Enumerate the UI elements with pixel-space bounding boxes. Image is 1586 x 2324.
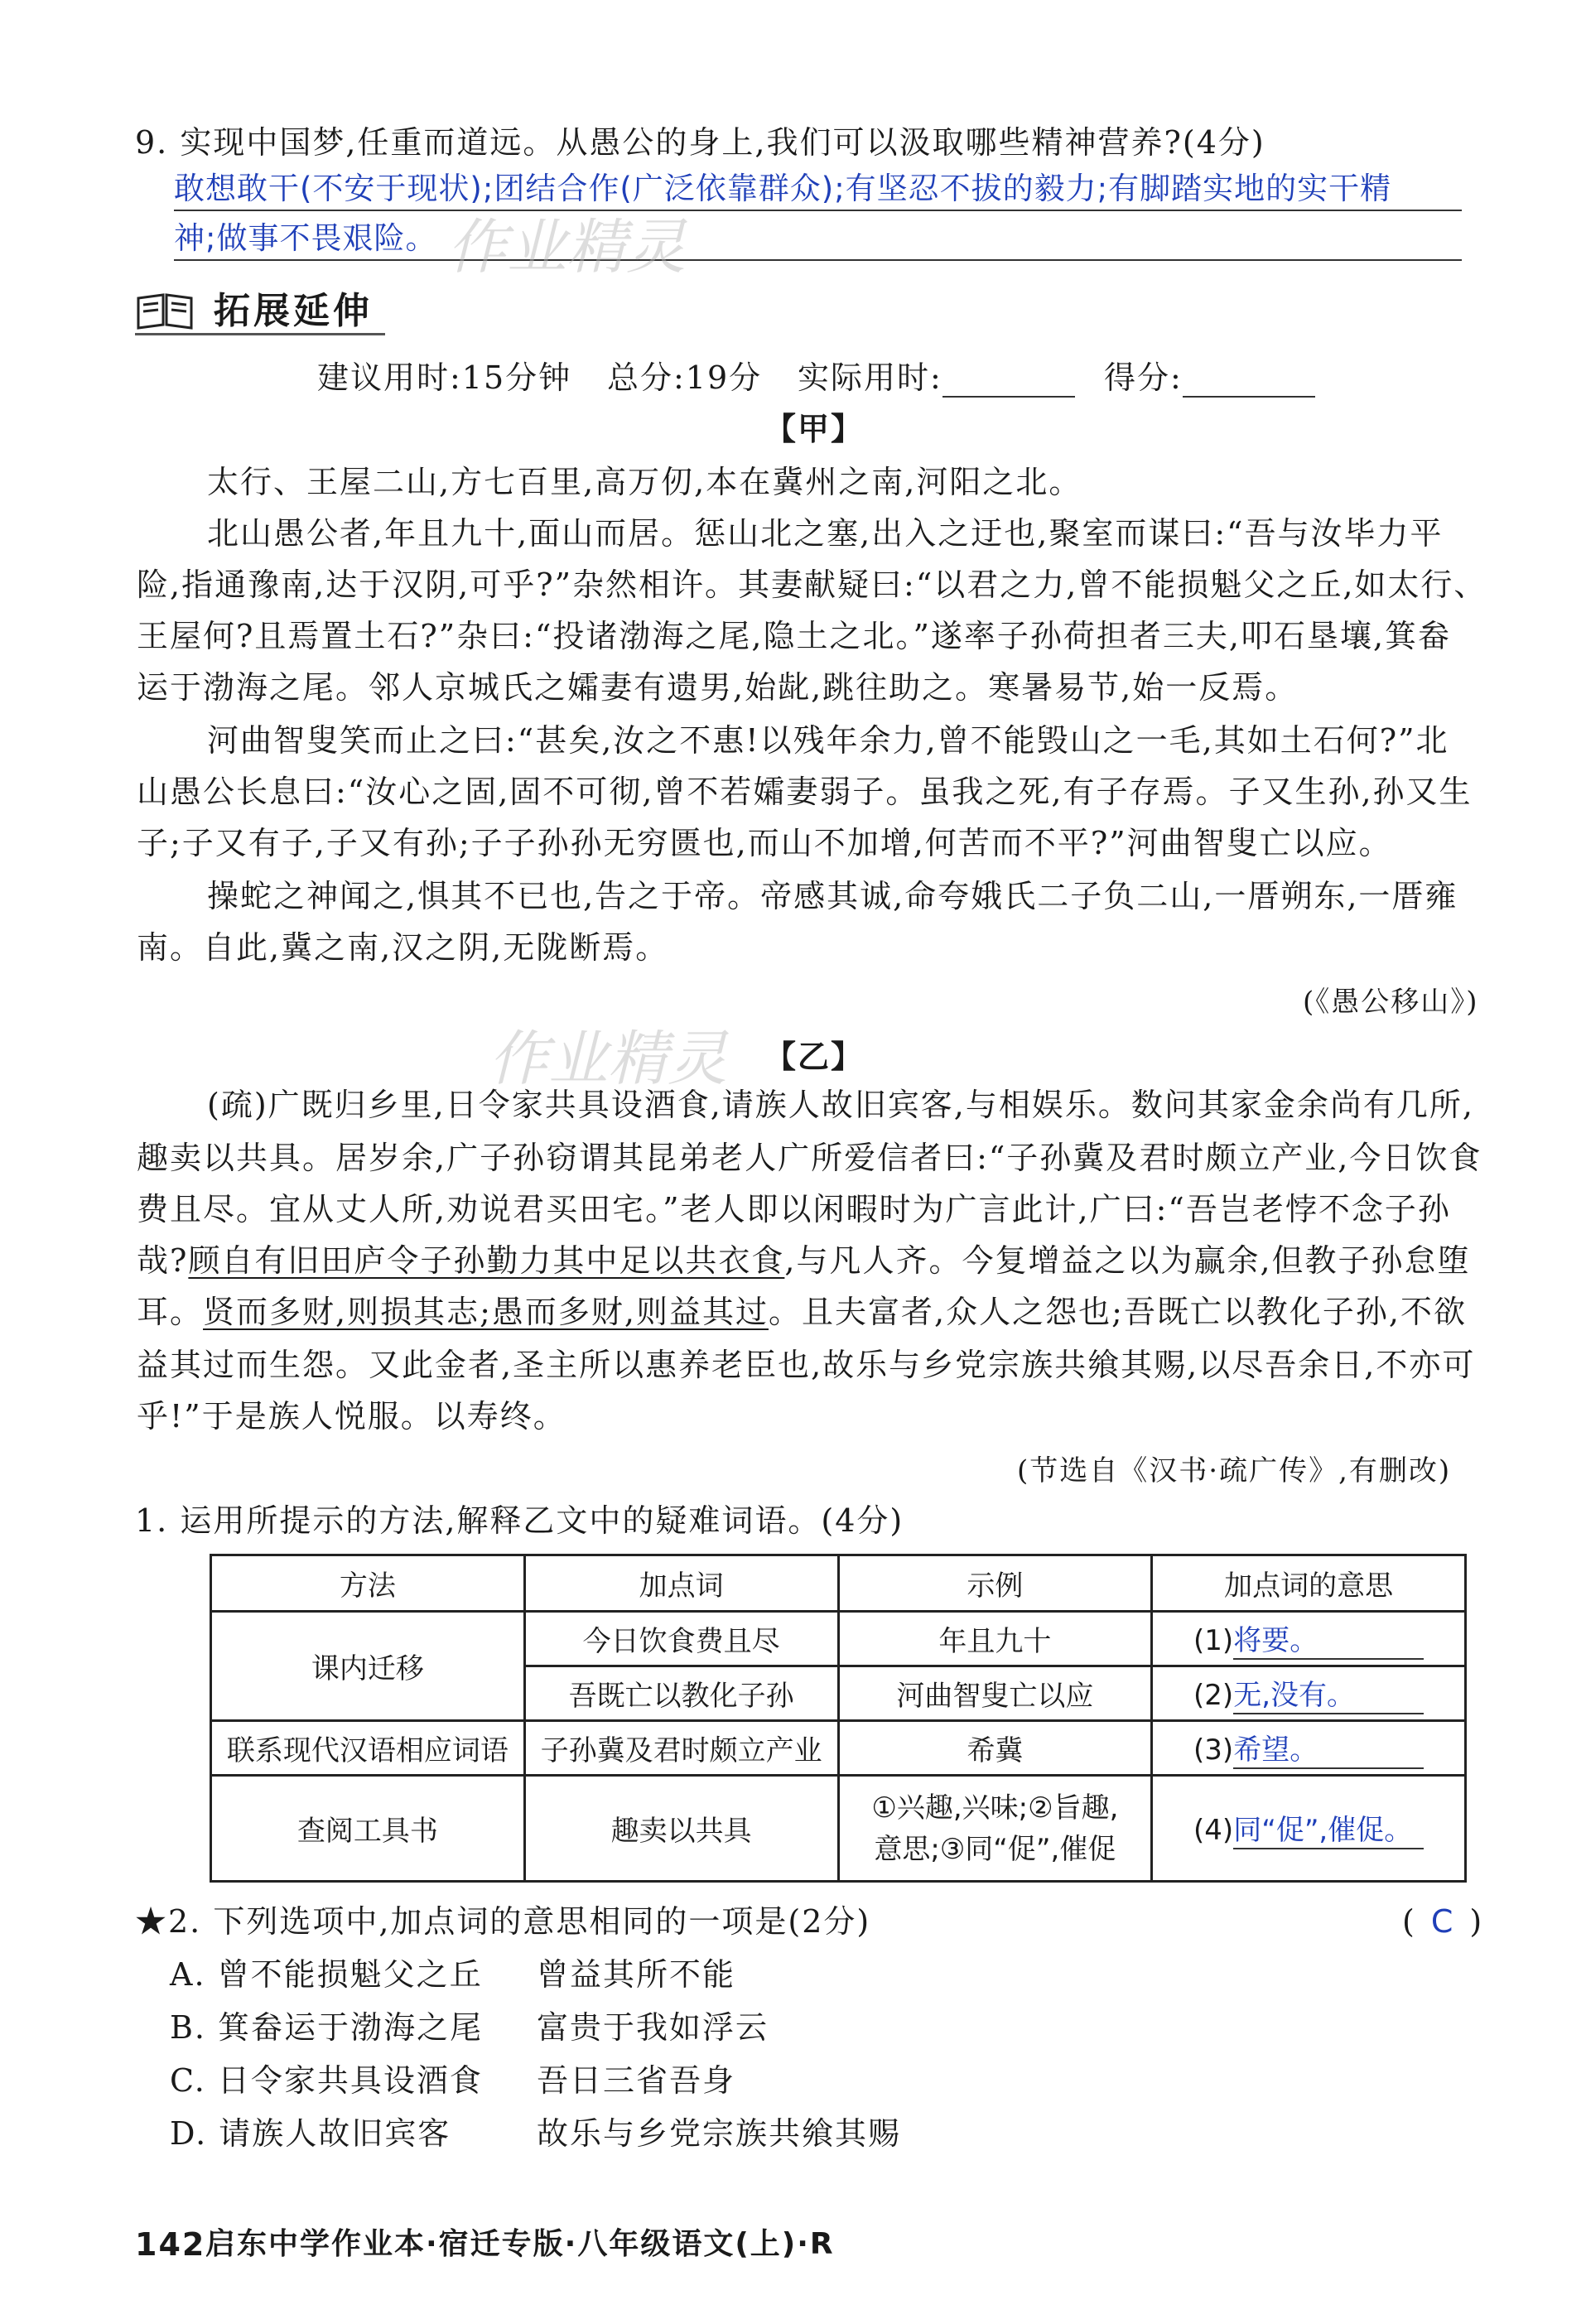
row2-word: 吾既亡以教化子孙	[524, 1666, 838, 1721]
q1-table	[210, 1554, 1467, 1883]
score-blank[interactable]	[1183, 371, 1315, 398]
row4-meaning[interactable]: (4)同“促”,催促。	[1152, 1776, 1466, 1882]
row2-answer[interactable]: 无,没有。	[1233, 1672, 1424, 1714]
row3-word: 子孙冀及君时颇立产业	[524, 1721, 838, 1776]
yi-line-7: 乎!”于是族人悦服。以寿终。	[137, 1398, 566, 1434]
q2-option-b-right: 富贵于我如浮云	[537, 2009, 769, 2046]
q9-question: 9. 实现中国梦,任重而道远。从愚公的身上,我们可以汲取哪些精神营养?(4分)	[135, 124, 1265, 161]
row4-answer[interactable]: 同“促”,催促。	[1233, 1807, 1424, 1849]
watermark-2: 作业精灵	[489, 1024, 728, 1093]
q2-option-d-right: 故乐与乡党宗族共飨其赐	[537, 2115, 902, 2152]
page-number: 142	[135, 2226, 206, 2263]
section-title: 拓展延伸	[214, 290, 373, 332]
method-3: 查阅工具书	[211, 1776, 525, 1882]
meta-time: 建议用时:15分钟	[317, 359, 572, 396]
yi-line-3: 费且尽。宜从丈人所,劝说君买田宅。”老人即以闲暇时为广言此计,广曰:“吾岂老悖不念子孙	[137, 1191, 1451, 1227]
jia-line-3: 险,指通豫南,达于汉阴,可乎?”杂然相许。其妻献疑曰:“以君之力,曾不能损魁父之丘,如太行、	[137, 567, 1487, 603]
q9-answer-line1: 敢想敢干(不安于现状);团结合作(广泛依靠群众);有坚忍不拔的毅力;有脚踏实地的实干精	[174, 171, 1392, 206]
meta-actual: 实际用时:	[798, 358, 1075, 398]
jia-line-8: 子;子又有子,子又有孙;子子孙孙无穷匮也,而山不加增,何苦而不平?”河曲智叟亡以应。	[137, 825, 1392, 861]
jia-line-5: 运于渤海之尾。邻人京城氏之孀妻有遗男,始龀,跳往助之。寒暑易节,始一反焉。	[137, 669, 1299, 706]
row4-word: 趣卖以共具	[524, 1776, 838, 1882]
meta-score: 得分:	[1104, 358, 1315, 398]
row3-meaning[interactable]: (3)希望。	[1152, 1721, 1466, 1776]
q2-answer-bracket[interactable]: ( C )	[1402, 1903, 1484, 1940]
yi-underlined-2: 贤而多财,则损其志;愚而多财,则益其过	[203, 1294, 769, 1330]
method-2: 联系现代汉语相应词语	[211, 1721, 525, 1776]
jia-line-6: 河曲智叟笑而止之曰:“甚矣,汝之不惠!以残年余力,曾不能毁山之一毛,其如土石何?”北	[207, 722, 1449, 759]
q2-answer: C	[1430, 1903, 1455, 1940]
q9-answer-rule1	[174, 210, 1462, 211]
yi-line-2: 趣卖以共具。居岁余,广子孙窃谓其昆弟老人广所爱信者曰:“子孙冀及君时颇立产业,今日饮食	[137, 1140, 1482, 1176]
watermark-1: 作业精灵	[447, 212, 687, 282]
th-word: 加点词	[524, 1555, 838, 1612]
jia-line-4: 王屋何?且焉置土石?”杂曰:“投诸渤海之尾,隐土之北。”遂率子孙荷担者三夫,叩石垦壤,箕畚	[137, 618, 1452, 654]
jia-line-2: 北山愚公者,年且九十,面山而居。惩山北之塞,出入之迂也,聚室而谋曰:“吾与汝毕力平	[207, 515, 1444, 552]
jia-line-10: 南。自此,冀之南,汉之阴,无陇断焉。	[137, 929, 669, 966]
jia-line-9: 操蛇之神闻之,惧其不已也,告之于帝。帝感其诚,命夸娥氏二子负二山,一厝朔东,一厝雍	[207, 878, 1458, 914]
row2-example: 河曲智叟亡以应	[838, 1666, 1152, 1721]
row1-meaning[interactable]: (1)将要。	[1152, 1612, 1466, 1666]
row3-answer[interactable]: 希望。	[1233, 1727, 1424, 1769]
row1-answer[interactable]: 将要。	[1233, 1618, 1424, 1660]
row1-example: 年且九十	[838, 1612, 1152, 1666]
q9-answer-line2: 神;做事不畏艰险。	[174, 220, 437, 256]
q2-option-d-left[interactable]: D. 请族人故旧宾客	[170, 2115, 451, 2152]
jia-source: (《愚公移山》)	[1303, 986, 1479, 1019]
footer-title: 启东中学作业本·宿迁专版·八年级语文(上)·R	[205, 2227, 835, 2261]
meta-total: 总分:19分	[607, 359, 763, 396]
jia-line-1: 太行、王屋二山,方七百里,高万仞,本在冀州之南,河阳之北。	[207, 464, 1082, 500]
th-example: 示例	[838, 1555, 1152, 1612]
row4-example: ①兴趣,兴味;②旨趣, 意思;③同“促”,催促	[838, 1776, 1152, 1882]
jia-line-7: 山愚公长息曰:“汝心之固,固不可彻,曾不若孀妻弱子。虽我之死,有子存焉。子又生孙,孙又生	[137, 774, 1473, 810]
jia-heading: 【甲】	[764, 410, 865, 447]
yi-heading: 【乙】	[764, 1038, 865, 1075]
yi-line-5: 耳。贤而多财,则损其志;愚而多财,则益其过。且夫富者,众人之怨也;吾既亡以教化子孙,不欲	[137, 1294, 1467, 1330]
q1-question: 1. 运用所提示的方法,解释乙文中的疑难词语。(4分)	[135, 1502, 904, 1539]
q2-option-b-left[interactable]: B. 箕畚运于渤海之尾	[170, 2009, 484, 2046]
yi-line-1: (疏)广既归乡里,日令家共具设酒食,请族人故旧宾客,与相娱乐。数问其家金余尚有几所,	[207, 1087, 1474, 1123]
actual-time-blank[interactable]	[942, 371, 1075, 398]
q9-answer-rule2	[174, 259, 1462, 261]
q2-option-c-left[interactable]: C. 日令家共具设酒食	[170, 2062, 483, 2099]
q2-option-a-right: 曾益其所不能	[537, 1956, 736, 1993]
yi-line-6: 益其过而生怨。又此金者,圣主所以惠养老臣也,故乐与乡党宗族共飨其赐,以尽吾余日,不亦可	[137, 1347, 1476, 1383]
q2-option-a-left[interactable]: A. 曾不能损魁父之丘	[170, 1956, 483, 1993]
row3-example: 希冀	[838, 1721, 1152, 1776]
th-method: 方法	[211, 1555, 525, 1612]
method-1: 课内迁移	[211, 1612, 525, 1721]
q2-option-c-right: 吾日三省吾身	[537, 2062, 736, 2099]
row2-meaning[interactable]: (2)无,没有。	[1152, 1666, 1466, 1721]
yi-line-4: 哉?顾自有旧田庐令子孙勤力其中足以共衣食,与凡人齐。今复增益之以为赢余,但教子孙怠堕	[137, 1242, 1471, 1279]
section-rule	[135, 333, 385, 335]
yi-source: (节选自《汉书·疏广传》,有删改)	[1017, 1454, 1452, 1487]
yi-underlined-1: 顾自有旧田庐令子孙勤力其中足以共衣食	[188, 1242, 785, 1279]
book-icon	[135, 290, 195, 331]
th-meaning: 加点词的意思	[1152, 1555, 1466, 1612]
q2-question: ★2. 下列选项中,加点词的意思相同的一项是(2分)	[135, 1903, 871, 1940]
row1-word: 今日饮食费且尽	[524, 1612, 838, 1666]
